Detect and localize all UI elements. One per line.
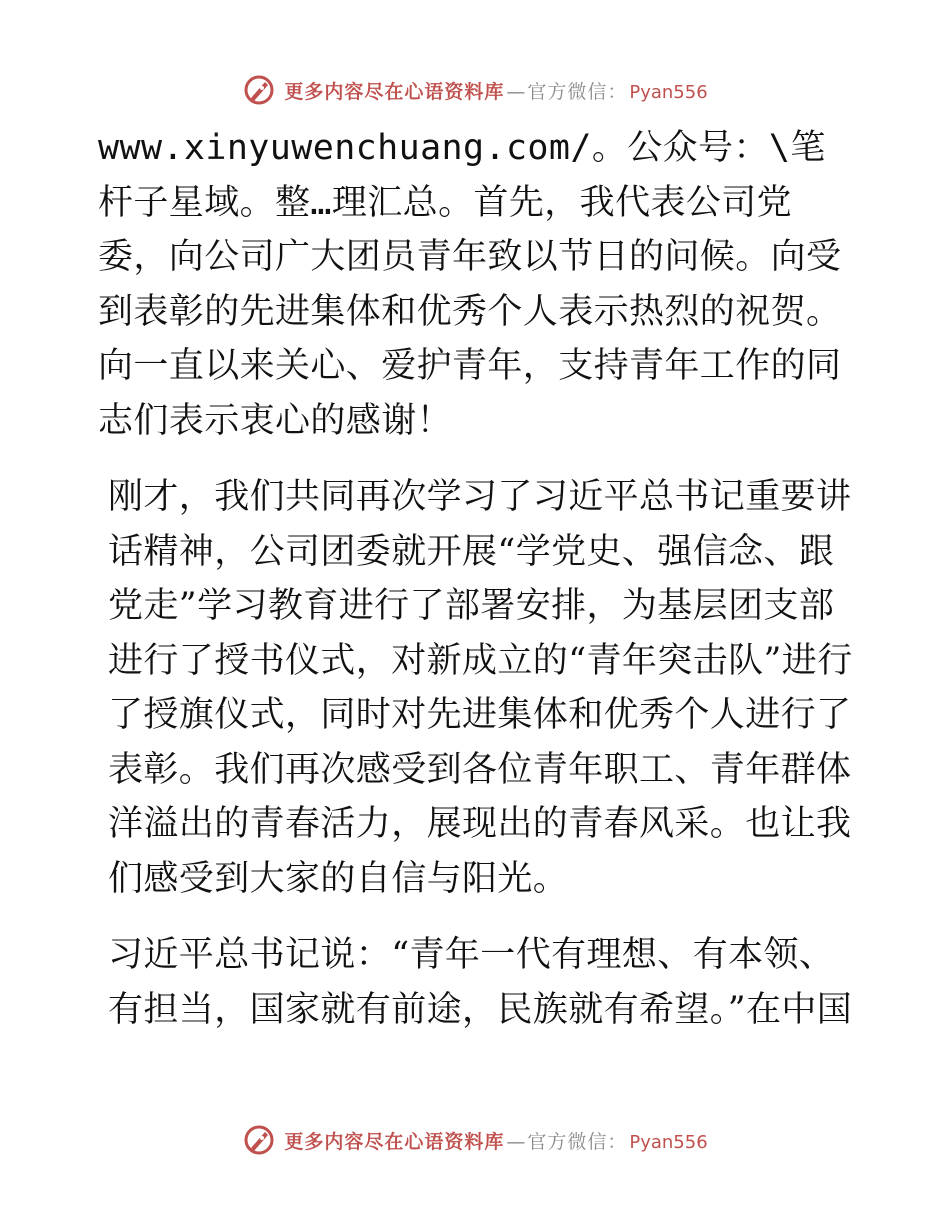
document-body: [98, 121, 858, 1037]
watermark-lead-text: 更多内容尽在心语资料库: [284, 1130, 505, 1153]
watermark-text: [284, 77, 707, 104]
watermark-wechat-label: 官方微信：: [527, 1130, 628, 1153]
watermark-wechat-id: Pyan556: [629, 81, 708, 103]
pen-nib-logo-icon: [242, 1123, 276, 1157]
paragraph-3: 习近平总书记说：“青年一代有理想、有本领、有担当，国家就有前途，民族就有希望。”在中国: [108, 935, 853, 1030]
paragraph-1: www.xinyuwenchuang.com/。公众号：\笔杆子星域。整…理汇总。首先，我代表公司党委，向公司广大团员青年致以节日的问候。向受到表彰的先进集体和优秀个人表示热烈的祝贺。向一直以来关心、爱护青年，支持青年工作的同志们表示衷心的感谢！: [98, 128, 842, 441]
watermark-separator: —: [506, 80, 526, 103]
pen-nib-logo-icon: [242, 73, 276, 107]
watermark-wechat-id: Pyan556: [629, 1131, 708, 1153]
header-watermark-banner: [0, 70, 950, 110]
watermark-separator: —: [506, 1130, 526, 1153]
paragraph-2: 刚才，我们共同再次学习了习近平总书记重要讲话精神，公司团委就开展“学党史、强信念、跟党走”学习教育进行了部署安排，为基层团支部进行了授书仪式，对新成立的“青年突击队”进行了授旗仪式，同时对先进集体和优秀个人进行了表彰。我们再次感受到各位青年职工、青年群体洋溢出的青春活力，展现出的青春风采。也让我们感受到大家的自信与阳光。: [108, 477, 853, 899]
footer-watermark-banner: [0, 1120, 950, 1160]
watermark-lead-text: 更多内容尽在心语资料库: [284, 80, 505, 103]
watermark-wechat-label: 官方微信：: [527, 80, 628, 103]
watermark-text: [284, 1127, 707, 1154]
